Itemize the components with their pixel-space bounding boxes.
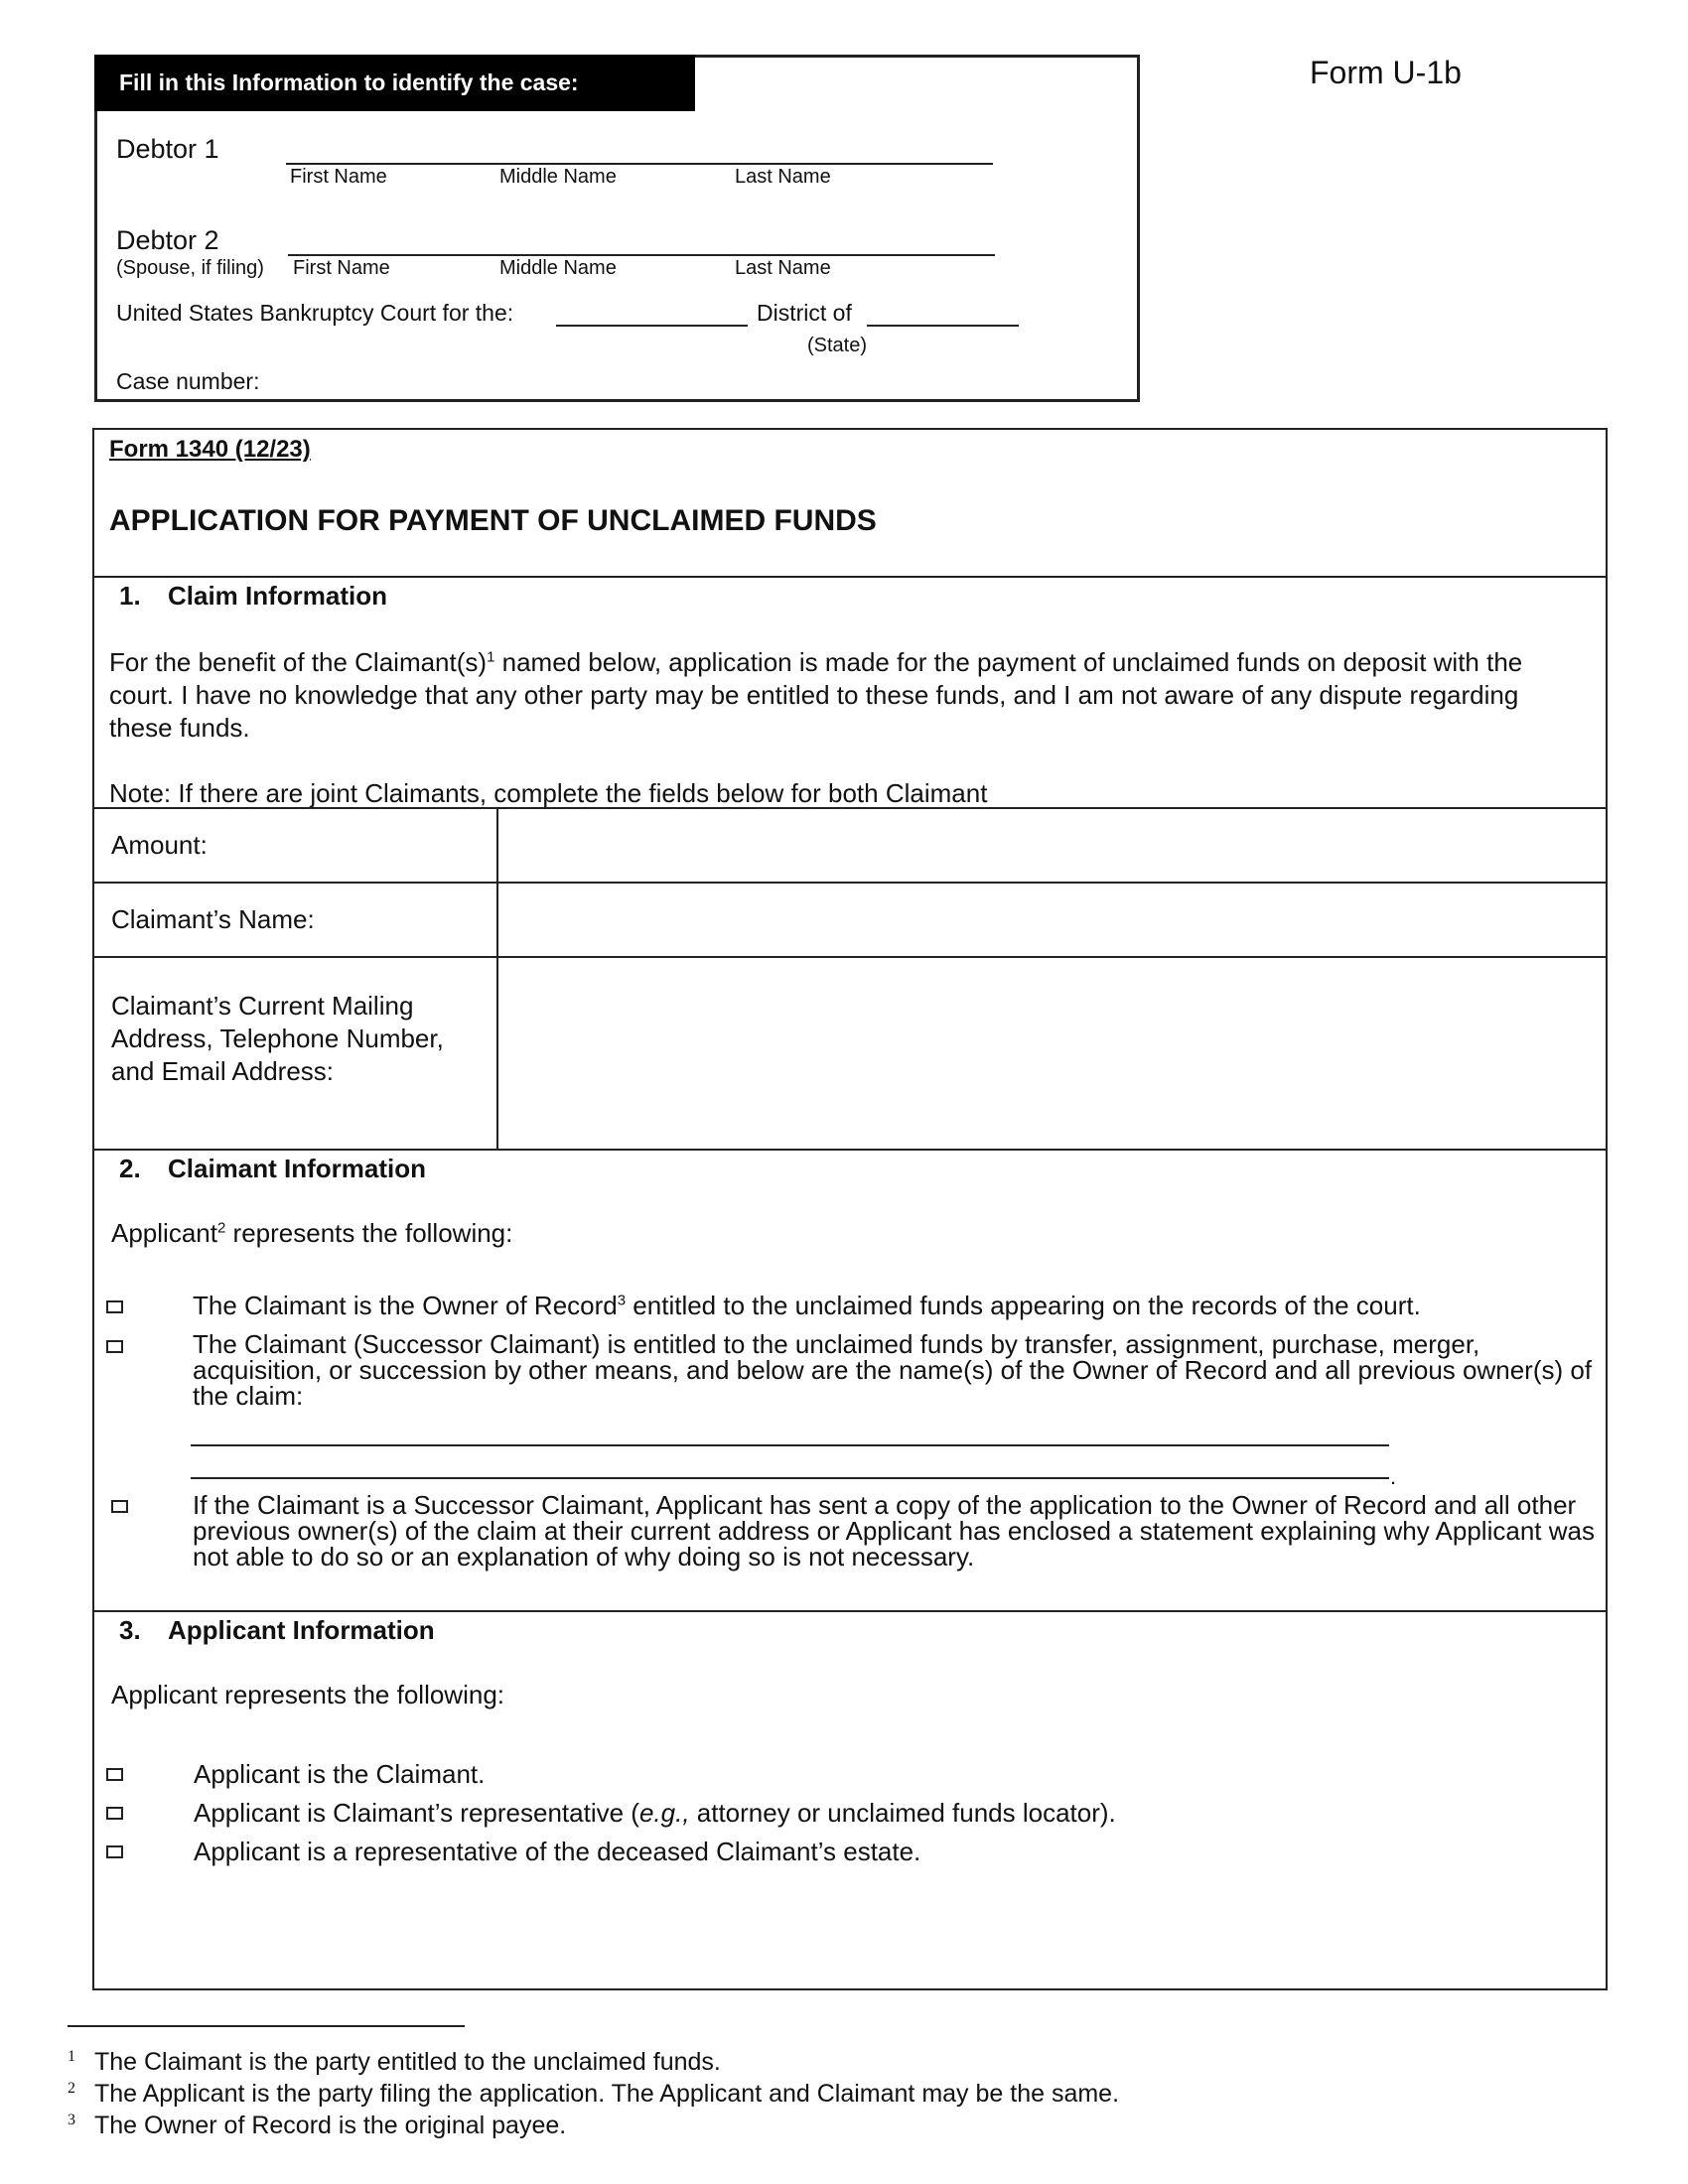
- owner-of-record-text: The Claimant is the Owner of Record$^3$ entitled to the unclaimed funds appearing on the records of the court.: [193, 1291, 1421, 1320]
- notice-sent-text: If the Claimant is a Successor Claimant, Applicant has sent a copy of the application to the Owner of Record and all other previous owner(s) of the claim at their current address or Applicant has enclosed a statement explaining why Applicant was not able to do so or an explanation of why doing so is not necessary.: [193, 1490, 1595, 1571]
- notice-sent-checkbox[interactable]: [111, 1500, 128, 1513]
- amount-label: Amount:: [111, 830, 208, 860]
- debtor1-last-name-caption: Last Name: [735, 166, 831, 188]
- footnote-text: The Applicant is the party filing the application. The Applicant and Claimant may be the same.: [93, 2080, 1120, 2108]
- case-number-label: Case number:: [116, 368, 260, 394]
- previous-owners-line-2[interactable]: [191, 1477, 1389, 1479]
- debtor1-middle-name-caption: Middle Name: [499, 166, 617, 188]
- footnote-1: [68, 2048, 721, 2077]
- footnote-3: [68, 2112, 566, 2140]
- applicant-is-claimant-text: Applicant is the Claimant.: [194, 1759, 486, 1789]
- claimant-name-field[interactable]: [498, 884, 1606, 955]
- footnote-text: The Claimant is the party entitled to the unclaimed funds.: [93, 2048, 721, 2076]
- section1-paragraph: For the benefit of the $Claimant(s)^1$ named below, application is made for the payment of unclaimed funds on deposit with the court. I have no knowledge that any other party may be entitled to these funds, and I am not aware of any dispute regarding these funds.: [109, 647, 1523, 743]
- form-title: APPLICATION FOR PAYMENT OF UNCLAIMED FUNDS: [109, 504, 877, 537]
- applicant-is-estate-rep-text: Applicant is a representative of the deceased Claimant’s estate.: [194, 1837, 921, 1866]
- district-field[interactable]: [867, 325, 1019, 327]
- successor-claimant-text: The Claimant (Successor Claimant) is entitled to the unclaimed funds by transfer, assignment, purchase, merger, acquisition, or succession by other means, and below are the name(s) of the Owner of Record and all previous owner(s) of the claim:: [193, 1329, 1593, 1411]
- section2-number: 2.: [119, 1154, 141, 1183]
- debtor2-middle-name-caption: Middle Name: [499, 257, 617, 279]
- debtor2-name-field[interactable]: [288, 254, 995, 256]
- case-box-header: Fill in this Information to identify the case:: [94, 55, 695, 111]
- section3-intro: Applicant represents the following:: [111, 1680, 505, 1709]
- state-caption: (State): [807, 335, 868, 356]
- owner-of-record-checkbox[interactable]: [106, 1300, 123, 1313]
- footnote-separator: [68, 2025, 465, 2027]
- footnote-number: 3: [68, 2112, 75, 2128]
- amount-field[interactable]: [498, 809, 1606, 881]
- court-label: United States Bankruptcy Court for the:: [116, 300, 514, 326]
- court-field[interactable]: [556, 325, 748, 327]
- section2-intro: Applicant$^2$ represents the following:: [111, 1218, 513, 1248]
- debtor1-label: Debtor 1: [116, 134, 219, 164]
- section2-title: Claimant Information: [168, 1154, 427, 1183]
- applicant-is-representative-text: Applicant is Claimant’s representative (e.g., attorney or unclaimed funds locator).: [194, 1798, 1116, 1828]
- claimant-name-label: Claimant’s Name:: [111, 904, 315, 934]
- previous-owners-line-1[interactable]: [191, 1444, 1389, 1446]
- debtor2-first-name-caption: First Name: [293, 257, 390, 279]
- applicant-is-representative-checkbox[interactable]: [106, 1807, 123, 1820]
- debtor2-label: Debtor 2: [116, 225, 219, 255]
- section1-title: Claim Information: [168, 581, 388, 611]
- footnote-text: The Owner of Record is the original payee.: [93, 2112, 567, 2139]
- footnote-number: 2: [68, 2080, 75, 2097]
- period-mark: .: [1390, 1464, 1397, 1489]
- applicant-is-claimant-checkbox[interactable]: [106, 1768, 123, 1781]
- footnote-2: [68, 2080, 1119, 2109]
- form-code: Form U-1b: [1310, 55, 1462, 90]
- successor-claimant-checkbox[interactable]: [106, 1340, 123, 1353]
- form-number: Form 1340 (12/23): [109, 436, 311, 463]
- section1-number: 1.: [119, 581, 141, 611]
- divider: [92, 576, 1608, 578]
- debtor2-spouse-note: (Spouse, if filing): [116, 257, 264, 279]
- debtor2-last-name-caption: Last Name: [735, 257, 831, 279]
- divider: [92, 1149, 1608, 1151]
- debtor1-name-field[interactable]: [286, 163, 993, 165]
- divider: [92, 1610, 1608, 1612]
- section1-note: Note: If there are joint Claimants, complete the fields below for both Claimant: [109, 778, 988, 808]
- debtor1-first-name-caption: First Name: [290, 166, 387, 188]
- section3-number: 3.: [119, 1615, 141, 1645]
- claimant-contact-label: Claimant’s Current Mailing Address, Telephone Number, and Email Address:: [111, 991, 444, 1086]
- claimant-contact-field[interactable]: [498, 958, 1606, 1147]
- district-label: District of: [757, 300, 852, 326]
- section3-title: Applicant Information: [168, 1615, 435, 1645]
- footnote-number: 1: [68, 2048, 75, 2065]
- applicant-is-estate-rep-checkbox[interactable]: [106, 1845, 123, 1858]
